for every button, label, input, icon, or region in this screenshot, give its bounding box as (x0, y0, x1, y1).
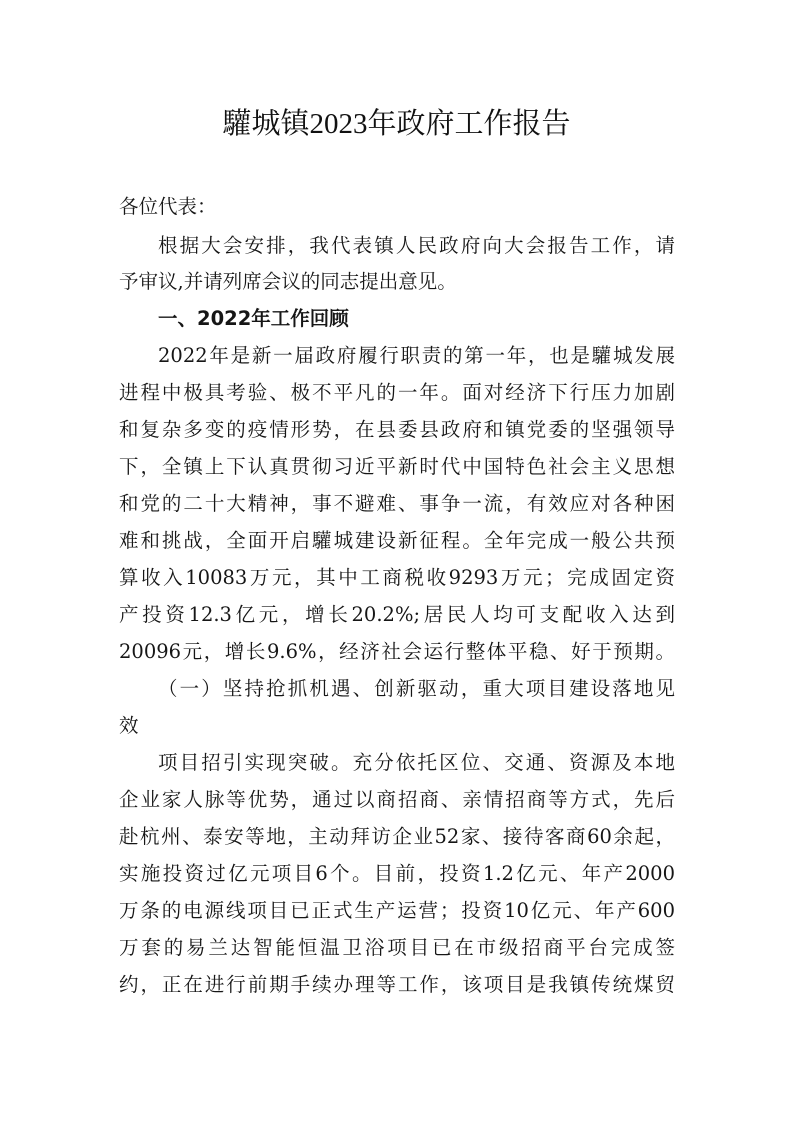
document-title: 驩城镇2023年政府工作报告 (222, 108, 571, 140)
paragraph-line: 产投资12.3亿元，增长20.2%;居民人均可支配收入达到 (119, 603, 675, 626)
salutation: 各位代表： (119, 195, 217, 218)
paragraph-line: 20096元，增长9.6%，经济社会运行整体平稳、好于预期。 (119, 640, 675, 663)
paragraph-line: 和党的二十大精神，事不避难、事争一流，有效应对各种困 (119, 492, 675, 515)
paragraph-line: 万条的电源线项目已正式生产运营；投资10亿元、年产600 (119, 899, 675, 922)
paragraph-line: 下，全镇上下认真贯彻习近平新时代中国特色社会主义思想 (119, 455, 675, 478)
paragraph-line: 进程中极具考验、极不平凡的一年。面对经济下行压力加剧 (119, 381, 675, 404)
paragraph-line: 约，正在进行前期手续办理等工作，该项目是我镇传统煤贸 (119, 973, 675, 996)
paragraph-line: 和复杂多变的疫情形势，在县委县政府和镇党委的坚强领导 (119, 418, 675, 441)
subsection-heading: （一）坚持抢抓机遇、创新驱动，重大项目建设落地见 (158, 677, 675, 700)
paragraph-line: 万套的易兰达智能恒温卫浴项目已在市级招商平台完成签 (119, 936, 675, 959)
paragraph-line: 难和挑战，全面开启驩城建设新征程。全年完成一般公共预 (119, 529, 675, 552)
paragraph-line: 予审议,并请列席会议的同志提出意见。 (119, 270, 457, 293)
paragraph-line: 实施投资过亿元项目6个。目前，投资1.2亿元、年产2000 (119, 862, 675, 885)
subsection-heading-continued: 效 (119, 714, 139, 737)
paragraph-line: 项目招引实现突破。充分依托区位、交通、资源及本地 (158, 751, 675, 774)
paragraph-line: 赴杭州、泰安等地，主动拜访企业52家、接待客商60余起， (119, 825, 675, 848)
section-heading: 一、2022年工作回顾 (158, 307, 349, 330)
paragraph-line: 根据大会安排，我代表镇人民政府向大会报告工作，请 (158, 234, 675, 257)
paragraph-line: 企业家人脉等优势，通过以商招商、亲情招商等方式，先后 (119, 788, 675, 811)
paragraph-line: 算收入10083万元，其中工商税收9293万元；完成固定资 (119, 566, 675, 589)
paragraph-line: 2022年是新一届政府履行职责的第一年，也是驩城发展 (158, 344, 675, 367)
